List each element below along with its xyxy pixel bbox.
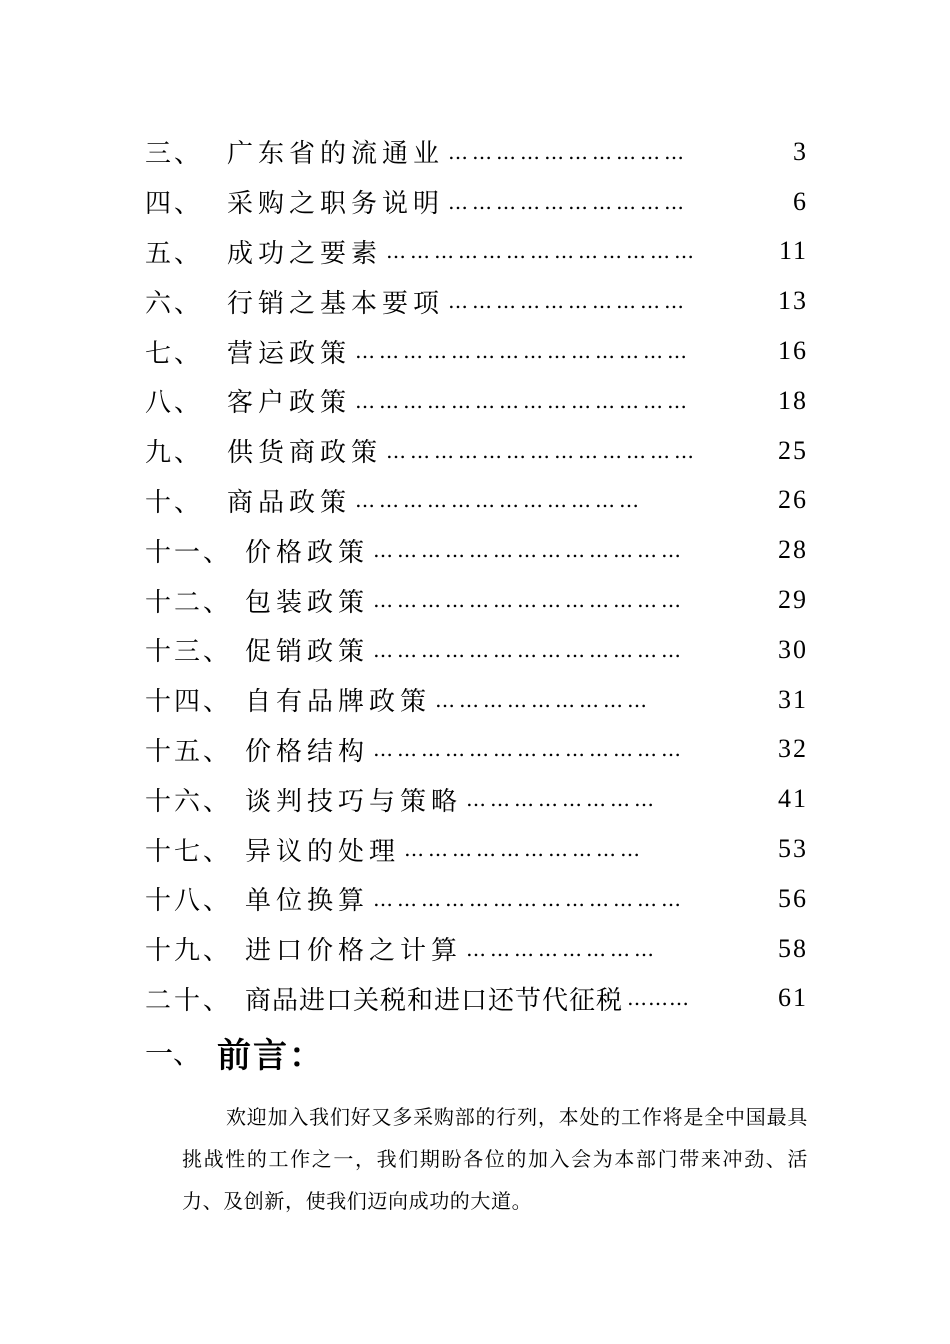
toc-entry-page: 3 xyxy=(793,136,808,166)
toc-entry-leader: ………………………………… xyxy=(386,239,699,264)
section-heading xyxy=(145,1024,325,1080)
toc-entry xyxy=(145,575,808,625)
toc-entry-leader: …………………………………… xyxy=(355,388,692,413)
toc-entry-title: 商品政策 xyxy=(227,487,352,518)
toc-entry xyxy=(145,625,808,675)
toc-entry-number: 九、 xyxy=(145,438,204,469)
toc-entry-leader: …………………………………… xyxy=(355,339,692,364)
toc-entry-number: 六、 xyxy=(145,288,204,319)
toc-entry-leader: ………………………………… xyxy=(373,737,686,762)
toc-entry-leader: ……………………… xyxy=(435,687,652,712)
toc-entry-page: 56 xyxy=(778,883,808,913)
toc-entry-number: 十二、 xyxy=(145,587,233,618)
toc-entry xyxy=(145,525,808,575)
toc-entry-number: 十五、 xyxy=(145,736,233,767)
toc-entry-title: 进口价格之计算 xyxy=(245,936,463,967)
toc-entry-page: 61 xyxy=(778,983,808,1013)
toc-entry-number: 十、 xyxy=(145,487,204,518)
toc-entry-number: 八、 xyxy=(145,388,204,419)
toc-entry-title: 单位换算 xyxy=(245,886,370,917)
toc-entry xyxy=(145,227,808,277)
toc-entry-title: 行销之基本要项 xyxy=(227,288,445,319)
toc-entry-page: 26 xyxy=(778,485,808,515)
toc-entry-page: 29 xyxy=(778,585,808,615)
toc-entry-title: 供货商政策 xyxy=(227,438,383,469)
toc-entry-title: 成功之要素 xyxy=(227,238,383,269)
toc-entry-title: 采购之职务说明 xyxy=(227,189,445,220)
toc-entry-title: 广东省的流通业 xyxy=(227,139,445,170)
toc-entry xyxy=(145,476,808,526)
toc-entry xyxy=(145,924,808,974)
toc-entry xyxy=(145,774,808,824)
toc-entry xyxy=(145,276,808,326)
toc-entry-title: 自有品牌政策 xyxy=(245,687,432,718)
toc-entry-title: 异议的处理 xyxy=(245,836,401,867)
toc-entry-title: 包装政策 xyxy=(245,587,370,618)
toc-entry-leader: ………………………………… xyxy=(373,637,686,662)
toc-entry-page: 11 xyxy=(778,236,808,266)
toc-entry-number: 十三、 xyxy=(145,637,233,668)
toc-entry-number: 三、 xyxy=(145,139,204,170)
toc-entry-number: 十七、 xyxy=(145,836,233,867)
toc-entry-leader: ………………………… xyxy=(448,189,689,214)
toc-entry xyxy=(145,824,808,874)
toc-entry xyxy=(145,326,808,376)
toc-entry-page: 28 xyxy=(778,535,808,565)
toc-entry-title: 促销政策 xyxy=(245,637,370,668)
toc-entry-number: 十八、 xyxy=(145,886,233,917)
section-number: 一、 xyxy=(145,1037,202,1070)
toc-entry-page: 25 xyxy=(778,435,808,465)
toc-entry-number: 七、 xyxy=(145,338,204,369)
section-title: 前言： xyxy=(217,1035,325,1076)
toc-entry-number: 五、 xyxy=(145,238,204,269)
toc-entry-page: 53 xyxy=(778,834,808,864)
toc-entry-number: 十六、 xyxy=(145,786,233,817)
toc-entry-page: 6 xyxy=(793,186,808,216)
toc-entry-leader: ………………………… xyxy=(404,837,645,862)
toc-entry-number: 四、 xyxy=(145,189,204,220)
table-of-contents xyxy=(145,127,808,1023)
toc-entry-leader: ……………………………… xyxy=(355,488,644,513)
toc-entry xyxy=(145,725,808,775)
toc-entry-page: 32 xyxy=(778,734,808,764)
toc-entry-title: 价格结构 xyxy=(245,736,370,767)
toc-entry-page: 16 xyxy=(778,336,808,366)
toc-entry-page: 31 xyxy=(778,684,808,714)
toc-entry-number: 十九、 xyxy=(145,936,233,967)
toc-entry-number: 十四、 xyxy=(145,687,233,718)
toc-entry-title: 客户政策 xyxy=(227,388,352,419)
toc-entry xyxy=(145,974,808,1024)
toc-entry-title: 商品进口关税和进口还节代征税 xyxy=(245,985,624,1016)
toc-entry-leader: ………………………… xyxy=(448,289,689,314)
toc-entry-page: 13 xyxy=(778,286,808,316)
toc-entry-leader: ………………………………… xyxy=(386,438,699,463)
toc-entry-leader: ………………………………… xyxy=(373,538,686,563)
toc-entry xyxy=(145,127,808,177)
toc-entry-leader: …………………… xyxy=(466,936,659,961)
toc-entry-leader: ………………………… xyxy=(448,139,689,164)
toc-entry xyxy=(145,874,808,924)
toc-entry-leader: ………………………………… xyxy=(373,588,686,613)
toc-entry-leader: ……… xyxy=(627,986,691,1011)
toc-entry-number: 二十、 xyxy=(145,985,233,1016)
toc-entry-title: 价格政策 xyxy=(245,537,370,568)
toc-entry xyxy=(145,426,808,476)
toc-entry xyxy=(145,376,808,426)
toc-entry-page: 18 xyxy=(778,385,808,415)
toc-entry-page: 41 xyxy=(778,784,808,814)
toc-entry-leader: …………………… xyxy=(466,787,659,812)
toc-entry-page: 58 xyxy=(778,933,808,963)
toc-entry xyxy=(145,675,808,725)
toc-entry-title: 营运政策 xyxy=(227,338,352,369)
toc-entry xyxy=(145,177,808,227)
toc-entry-number: 十一、 xyxy=(145,537,233,568)
toc-entry-leader: ………………………………… xyxy=(373,886,686,911)
toc-entry-title: 谈判技巧与策略 xyxy=(245,786,463,817)
toc-entry-page: 30 xyxy=(778,634,808,664)
intro-paragraph: 欢迎加入我们好又多采购部的行列，本处的工作将是全中国最具挑战性的工作之一，我们期盼各位的加入会为本部门带来冲劲、活力、及创新，使我们迈向成功的大道。 xyxy=(182,1105,808,1213)
